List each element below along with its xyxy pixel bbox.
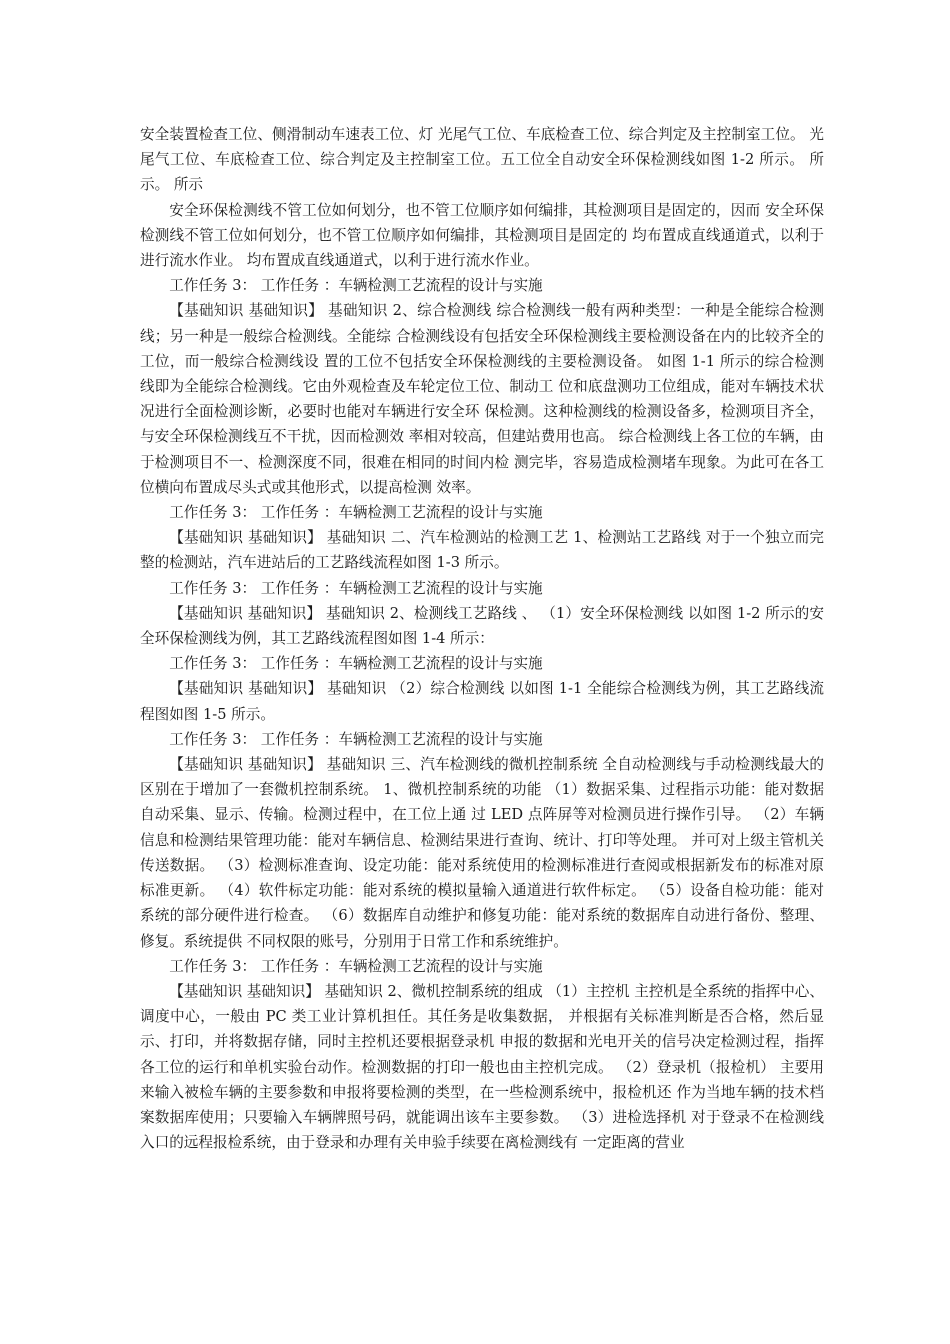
- section-heading: 工作任务 3： 工作任务 ：车辆检测工艺流程的设计与实施: [169, 277, 543, 295]
- paragraph: 【基础知识 基础知识】 基础知识 三、汽车检测线的微机控制系统 全自动检测线与手动检测线最大的区别在于增加了一套微机控制系统。 1、微机控制系统的功能 （1）数据采集、过程指示功能：能对数据自动采集、显示、传输。检测过程中，在工位上通 过 LED 点阵屏等对检测员进行操作引导。 （2）车辆信息和检测结果管理功能：能对车辆信息、检测结果进行查询、统计、打印等处理。 并可对上级主管机关传送数据。 （3）检测标准查询、设定功能：能对系统使用的检测标准进行查阅或根据新发布的标准对原 标准更新。 （4）软件标定功能：能对系统的模拟量输入通道进行软件标定。 （5）设备自检功能：能对系统的部分硬件进行检查。 （6）数据库自动维护和修复功能：能对系统的数据库自动进行备份、整理、修复。系统提供 不同权限的账号，分别用于日常工作和系统维护。: [140, 756, 824, 950]
- section-heading: 工作任务 3： 工作任务 ：车辆检测工艺流程的设计与实施: [169, 730, 543, 748]
- section-heading: 工作任务 3： 工作任务 ：车辆检测工艺流程的设计与实施: [169, 655, 543, 673]
- section-heading: 工作任务 3： 工作任务 ：车辆检测工艺流程的设计与实施: [169, 579, 543, 597]
- document-page: [140, 122, 824, 1155]
- paragraph: 【基础知识 基础知识】 基础知识 二、汽车检测站的检测工艺 1、检测站工艺路线 对于一个独立而完整的检测站，汽车进站后的工艺路线流程如图 1-3 所示。: [140, 529, 824, 572]
- paragraph: 【基础知识 基础知识】 基础知识 2、检测线工艺路线 、 （1）安全环保检测线 以如图 1-2 所示的安全环保检测线为例，其工艺路线流程图如图 1-4 所示：: [140, 604, 824, 648]
- section-heading: 工作任务 3： 工作任务 ：车辆检测工艺流程的设计与实施: [169, 504, 543, 522]
- paragraph: 【基础知识 基础知识】 基础知识 2、综合检测线 综合检测线一般有两种类型：一种是全能综合检测线；另一种是一般综合检测线。全能综 合检测线设有包括安全环保检测线主要检测设备在内的比较齐全的工位，而一般综合检测线设 置的工位不包括安全环保检测线的主要检测设备。 如图 1-1 所示的综合检测线即为全能综合检测线。它由外观检查及车轮定位工位、制动工 位和底盘测功工位组成，能对车辆技术状况进行全面检测诊断，必要时也能对车辆进行安全环 保检测。这种检测线的检测设备多，检测项目齐全，与安全环保检测线互不干扰，因而检测效 率相对较高，但建站费用也高。 综合检测线上各工位的车辆，由于检测项目不一、检测深度不同，很难在相同的时间内检 测完毕，容易造成检测堵车现象。为此可在各工位横向布置成尽头式或其他形式，以提高检测 效率。: [140, 302, 824, 496]
- paragraph: 安全环保检测线不管工位如何划分，也不管工位顺序如何编排，其检测项目是固定的，因而 安全环保检测线不管工位如何划分，也不管工位顺序如何编排，其检测项目是固定的 均布置成直线通道式，以利于进行流水作业。 均布置成直线通道式，以利于进行流水作业。: [140, 201, 824, 270]
- section-heading: 工作任务 3： 工作任务 ：车辆检测工艺流程的设计与实施: [169, 957, 543, 975]
- paragraph: 【基础知识 基础知识】 基础知识 2、微机控制系统的组成 （1）主控机 主控机是全系统的指挥中心、调度中心，一般由 PC 类工业计算机担任。其任务是收集数据， 并根据有关标准判断是否合格，然后显示、打印，并将数据存储，同时主控机还要根据登录机 申报的数据和光电开关的信号决定检测过程，指挥各工位的运行和单机实验台动作。检测数据的打印一般也由主控机完成。 （2）登录机（报检机） 主要用来输入被检车辆的主要参数和申报将要检测的类型，在一些检测系统中，报检机还 作为当地车辆的技术档案数据库使用；只要输入车辆牌照号码，就能调出该车主要参数。 （3）进检选择机 对于登录不在检测线入口的远程报检系统，由于登录和办理有关申验手续要在离检测线有 一定距离的营业: [140, 982, 824, 1152]
- paragraph: 安全装置检查工位、侧滑制动车速表工位、灯 光尾气工位、车底检查工位、综合判定及主控制室工位。 光尾气工位、车底检查工位、综合判定及主控制室工位。五工位全自动安全环保检测线如图 1-2 所示。 所示。 所示: [140, 126, 824, 194]
- paragraph: 【基础知识 基础知识】 基础知识 （2）综合检测线 以如图 1-1 全能综合检测线为例，其工艺路线流程图如图 1-5 所示。: [140, 680, 824, 723]
